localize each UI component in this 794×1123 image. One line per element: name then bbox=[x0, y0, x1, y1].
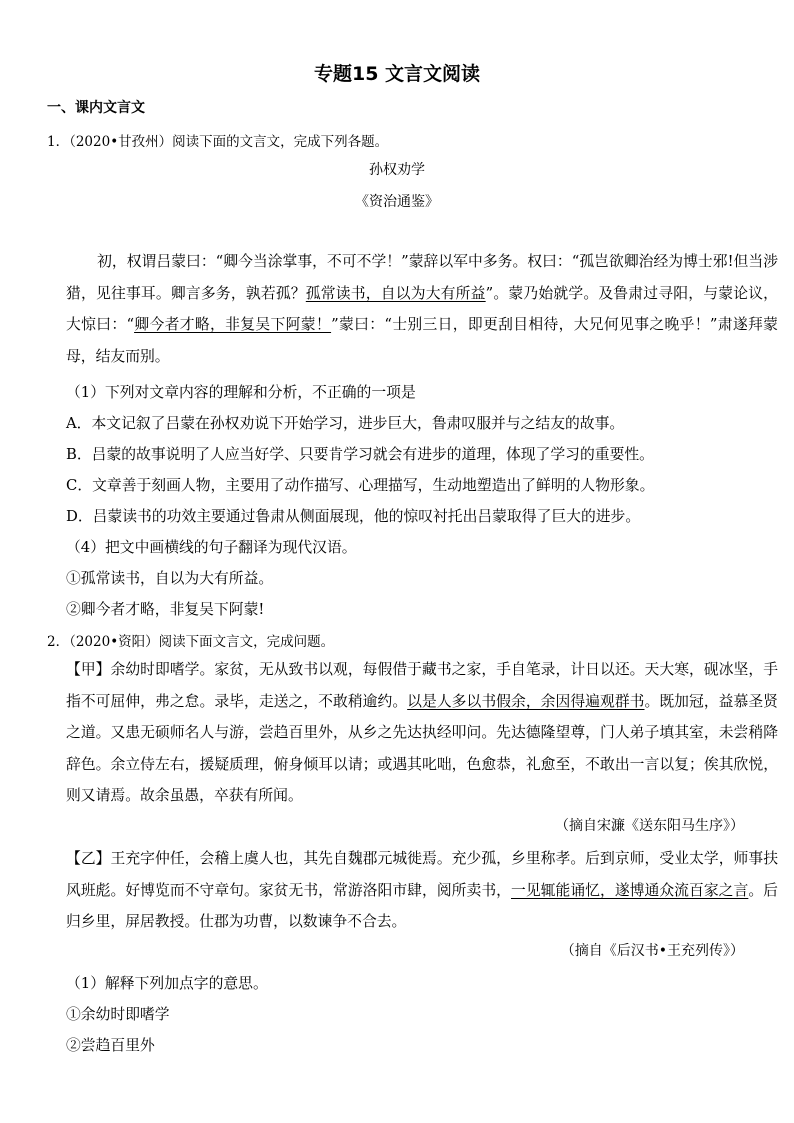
q2-sub-question-1: （1）解释下列加点字的意思。 bbox=[66, 975, 268, 992]
underlined-sentence-4: 一见辄能诵忆，遂博通众流百家之言 bbox=[511, 881, 749, 899]
option-c: C．文章善于刻画人物，主要用了动作描写、心理描写，生动地塑造出了鲜明的人物形象。 bbox=[66, 477, 655, 494]
passage-yi: 【乙】王充字仲任，会稽上虞人也，其先自魏郡元城徙焉。充少孤，乡里称孝。后到京师，受业太学，师事扶风班彪。好博览而不守章句。家贫无书，常游洛阳市肆，阅所卖书，一见辄能诵忆，遂博通众流百家之言。后归乡里，屏居教授。仕郡为功曹，以数谏争不合去。 bbox=[66, 850, 778, 930]
question-1-header: 1．（2020•甘孜州）阅读下面的文言文，完成下列各题。 bbox=[47, 134, 389, 150]
underlined-sentence-1: 孤常读书，自以为大有所益 bbox=[305, 284, 486, 302]
text-source: 《资治通鉴》 bbox=[355, 194, 439, 210]
underlined-sentence-2: 卿今者才略，非复吴下阿蒙！ bbox=[134, 316, 332, 333]
translation-item-1: ①孤常读书，自以为大有所益。 bbox=[66, 570, 274, 587]
translation-item-2: ②卿今者才略，非复吴下阿蒙! bbox=[66, 601, 265, 618]
option-b: B．吕蒙的故事说明了人应当好学、只要肯学习就会有进步的道理，体现了学习的重要性。 bbox=[66, 446, 654, 463]
section-heading: 一、课内文言文 bbox=[47, 100, 145, 116]
question-2-header: 2．（2020•资阳）阅读下面文言文，完成问题。 bbox=[47, 634, 335, 650]
page-title: 专题15 文言文阅读 bbox=[313, 63, 481, 85]
passage-yi-source: （摘自《后汉书•王充列传》） bbox=[560, 943, 744, 959]
text-title: 孙权劝学 bbox=[369, 162, 425, 178]
passage-jia: 【甲】余幼时即嗜学。家贫，无从致书以观，每假借于藏书之家，手自笔录，计日以还。天大寒，砚冰坚，手指不可屈伸，弗之怠。录毕，走送之，不敢稍逾约。以是人多以书假余，余因得遍观群书。既加冠，益慕圣贤之道。又患无硕师名人与游，尝趋百里外，从乡之先达执经叩问。先达德隆望尊，门人弟子填其室，未尝稍降辞色。余立侍左右，援疑质理，俯身倾耳以请；或遇其叱咄，色愈恭，礼愈至，不敢出一言以复；俟其欣悦，则又请焉。故余虽愚，卒获有所闻。 bbox=[66, 661, 778, 804]
word-item-2: ②尝趋百里外 bbox=[66, 1037, 155, 1054]
passage-jia-source: （摘自宋濂《送东阳马生序》） bbox=[555, 818, 744, 834]
word-item-1: ①余幼时即嗜学 bbox=[66, 1006, 170, 1023]
underlined-sentence-3: 以是人多以书假余，余因得遍观群书 bbox=[407, 692, 645, 710]
option-a: A．本文记叙了吕蒙在孙权劝说下开始学习，进步巨大，鲁肃叹服并与之结友的故事。 bbox=[66, 415, 625, 432]
option-d: D．吕蒙读书的功效主要通过鲁肃从侧面展现，他的惊叹衬托出吕蒙取得了巨大的进步。 bbox=[66, 508, 641, 525]
sub-question-4: （4）把文中画横线的句子翻译为现代汉语。 bbox=[66, 539, 357, 556]
passage-1: 初，权谓吕蒙曰：“卿今当涂掌事，不可不学！”蒙辞以军中多务。权曰：“孤岂欲卿治经为博士邪!但当涉猎，见往事耳。卿言多务，孰若孤？孤常读书，自以为大有所益”。蒙乃始就学。及鲁肃过寻阳，与蒙论议，大惊曰：“卿今者才略，非复吴下阿蒙！”蒙曰：“士别三日，即更刮目相待，大兄何见事之晚乎！”肃遂拜蒙母，结友而别。 bbox=[66, 253, 778, 365]
sub-question-1: （1）下列对文章内容的理解和分析，不正确的一项是 bbox=[66, 384, 416, 401]
